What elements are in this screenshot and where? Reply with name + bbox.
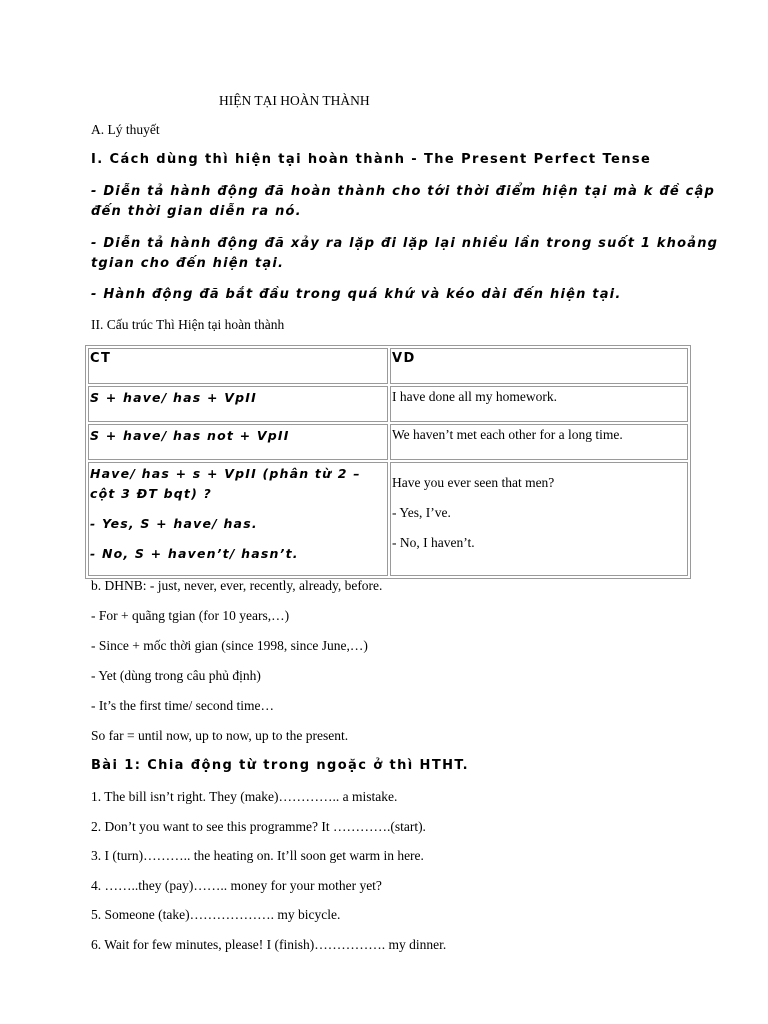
page-title: HIỆN TẠI HOÀN THÀNH [219,93,370,108]
vd-no-answer: - No, I haven’t. [392,535,475,550]
exercise-item: 5. Someone (take)………………. my bicycle. [91,907,341,922]
table-cell-ct [88,386,388,422]
structure-heading: II. Cấu trúc Thì Hiện tại hoàn thành [91,317,285,332]
signal-line: - For + quãng tgian (for 10 years,…) [91,608,290,623]
table-row [88,424,688,460]
table-row [88,386,688,422]
usage-point-3: - Hành động đã bắt đầu trong quá khứ và kéo dài đến hiện tại. [91,287,622,302]
table-cell-ct [88,462,388,576]
usage-heading: I. Cách dùng thì hiện tại hoàn thành - The Present Perfect Tense [91,152,652,167]
table-cell-vd [390,424,688,460]
exercise-item: 4. ……..they (pay)…….. money for your mother yet? [91,878,382,893]
table-cell-vd [390,462,688,576]
exercise-item: 3. I (turn)……….. the heating on. It’ll soon get warm in here. [91,848,424,863]
ct-question: Have/ has + s + VpII (phân từ 2 – cột 3 ĐT bqt) ? [90,466,361,501]
signal-line: - It’s the first time/ second time… [91,698,274,713]
usage-point-1: - Diễn tả hành động đã hoàn thành cho tới thời điểm hiện tại mà k đề cập đến thời gian diễn ra nó. [91,184,715,219]
table-header-row [88,348,688,384]
vd-affirmative: I have done all my homework. [392,389,557,404]
ct-negative: S + have/ has not + VpII [90,428,290,443]
exercise-item: 6. Wait for few minutes, please! I (finish)……………. my dinner. [91,937,447,952]
header-vd-text: VD [392,351,416,366]
ct-yes-answer: - Yes, S + have/ has. [90,516,258,531]
signal-line: b. DHNB: - just, never, ever, recently, already, before. [91,578,383,593]
exercise-heading: Bài 1: Chia động từ trong ngoặc ở thì HTHT. [91,758,470,773]
exercise-item: 2. Don’t you want to see this programme? It ………….(start). [91,819,426,834]
table-cell-ct [88,424,388,460]
table-row [88,462,688,576]
table-header-vd [390,348,688,384]
signal-line: - Yet (dùng trong câu phủ định) [91,668,261,683]
vd-question: Have you ever seen that men? [392,475,555,490]
usage-point-2: - Diễn tả hành động đã xảy ra lặp đi lặp lại nhiều lần trong suốt 1 khoảng tgian cho đến hiện tại. [91,236,719,271]
exercise-item: 1. The bill isn’t right. They (make)………….. a mistake. [91,789,398,804]
ct-affirmative: S + have/ has + VpII [90,390,257,405]
signal-line: So far = until now, up to now, up to the present. [91,728,349,743]
table-header-ct [88,348,388,384]
structure-table [85,345,691,579]
table-cell-vd [390,386,688,422]
vd-yes-answer: - Yes, I’ve. [392,505,451,520]
vd-negative: We haven’t met each other for a long time. [392,427,623,442]
section-a-label: A. Lý thuyết [91,122,160,137]
header-ct-text: CT [90,351,112,366]
ct-no-answer: - No, S + haven’t/ hasn’t. [90,546,299,561]
signal-line: - Since + mốc thời gian (since 1998, since June,…) [91,638,368,653]
